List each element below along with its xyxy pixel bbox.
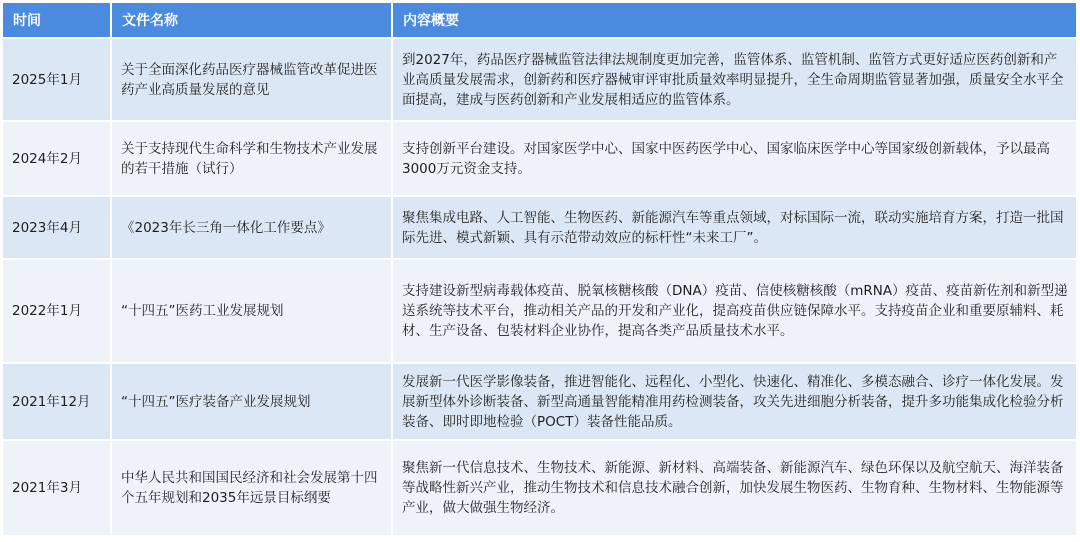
table-row xyxy=(3,196,1076,259)
row-document-name: 中华人民共和国国民经济和社会发展第十四个五年规划和2035年远景目标纲要 xyxy=(111,440,392,536)
table-header xyxy=(3,3,1076,38)
table-row xyxy=(3,363,1076,440)
row-summary: 到2027年，药品医疗器械监管法律法规制度更加完善，监管体系、监管机制、监管方式更好适应医药创新和产业高质量发展需求，创新药和医疗器械审评审批质量效率明显提升，全生命周期监管显著加强，质量安全水平全面提高，建成与医药创新和产业发展相适应的监管体系。 xyxy=(392,38,1076,121)
row-time: 2021年12月 xyxy=(3,363,111,440)
row-summary: 支持建设新型病毒载体疫苗、脱氧核糖核酸（DNA）疫苗、信使核糖核酸（mRNA）疫苗、疫苗新佐剂和新型递送系统等技术平台，推动相关产品的开发和产业化，提高疫苗供应链保障水平。支持疫苗企业和重要原辅料、耗材、生产设备、包装材料企业协作，提高各类产品质量技术水平。 xyxy=(392,259,1076,363)
table-row xyxy=(3,38,1076,121)
row-summary: 发展新一代医学影像装备，推进智能化、远程化、小型化、快速化、精准化、多模态融合、诊疗一体化发展。发展新型体外诊断装备、新型高通量智能精准用药检测装备，攻关先进细胞分析装备，提升多功能集成化检验分析装备、即时即地检验（POCT）装备性能品质。 xyxy=(392,363,1076,440)
table-row xyxy=(3,121,1076,196)
row-time: 2021年3月 xyxy=(3,440,111,536)
header-document-name: 文件名称 xyxy=(111,3,392,38)
row-summary: 聚焦集成电路、人工智能、生物医药、新能源汽车等重点领域，对标国际一流，联动实施培育方案，打造一批国际先进、模式新颖、具有示范带动效应的标杆性“未来工厂”。 xyxy=(392,196,1076,259)
row-document-name: 关于支持现代生命科学和生物技术产业发展的若干措施（试行） xyxy=(111,121,392,196)
row-time: 2023年4月 xyxy=(3,196,111,259)
row-document-name: “十四五”医疗装备产业发展规划 xyxy=(111,363,392,440)
policy-table xyxy=(3,3,1076,537)
row-time: 2022年1月 xyxy=(3,259,111,363)
row-summary: 聚焦新一代信息技术、生物技术、新能源、新材料、高端装备、新能源汽车、绿色环保以及航空航天、海洋装备等战略性新兴产业，推动生物技术和信息技术融合创新，加快发展生物医药、生物育种、生物材料、生物能源等产业，做大做强生物经济。 xyxy=(392,440,1076,536)
policy-table-container xyxy=(3,3,1076,537)
row-time: 2024年2月 xyxy=(3,121,111,196)
row-summary: 支持创新平台建设。对国家医学中心、国家中医药医学中心、国家临床医学中心等国家级创新载体，予以最高3000万元资金支持。 xyxy=(392,121,1076,196)
row-document-name: 关于全面深化药品医疗器械监管改革促进医药产业高质量发展的意见 xyxy=(111,38,392,121)
table-row xyxy=(3,440,1076,536)
row-document-name: 《2023年长三角一体化工作要点》 xyxy=(111,196,392,259)
table-row xyxy=(3,259,1076,363)
row-document-name: “十四五”医药工业发展规划 xyxy=(111,259,392,363)
header-time: 时间 xyxy=(3,3,111,38)
header-summary: 内容概要 xyxy=(392,3,1076,38)
row-time: 2025年1月 xyxy=(3,38,111,121)
